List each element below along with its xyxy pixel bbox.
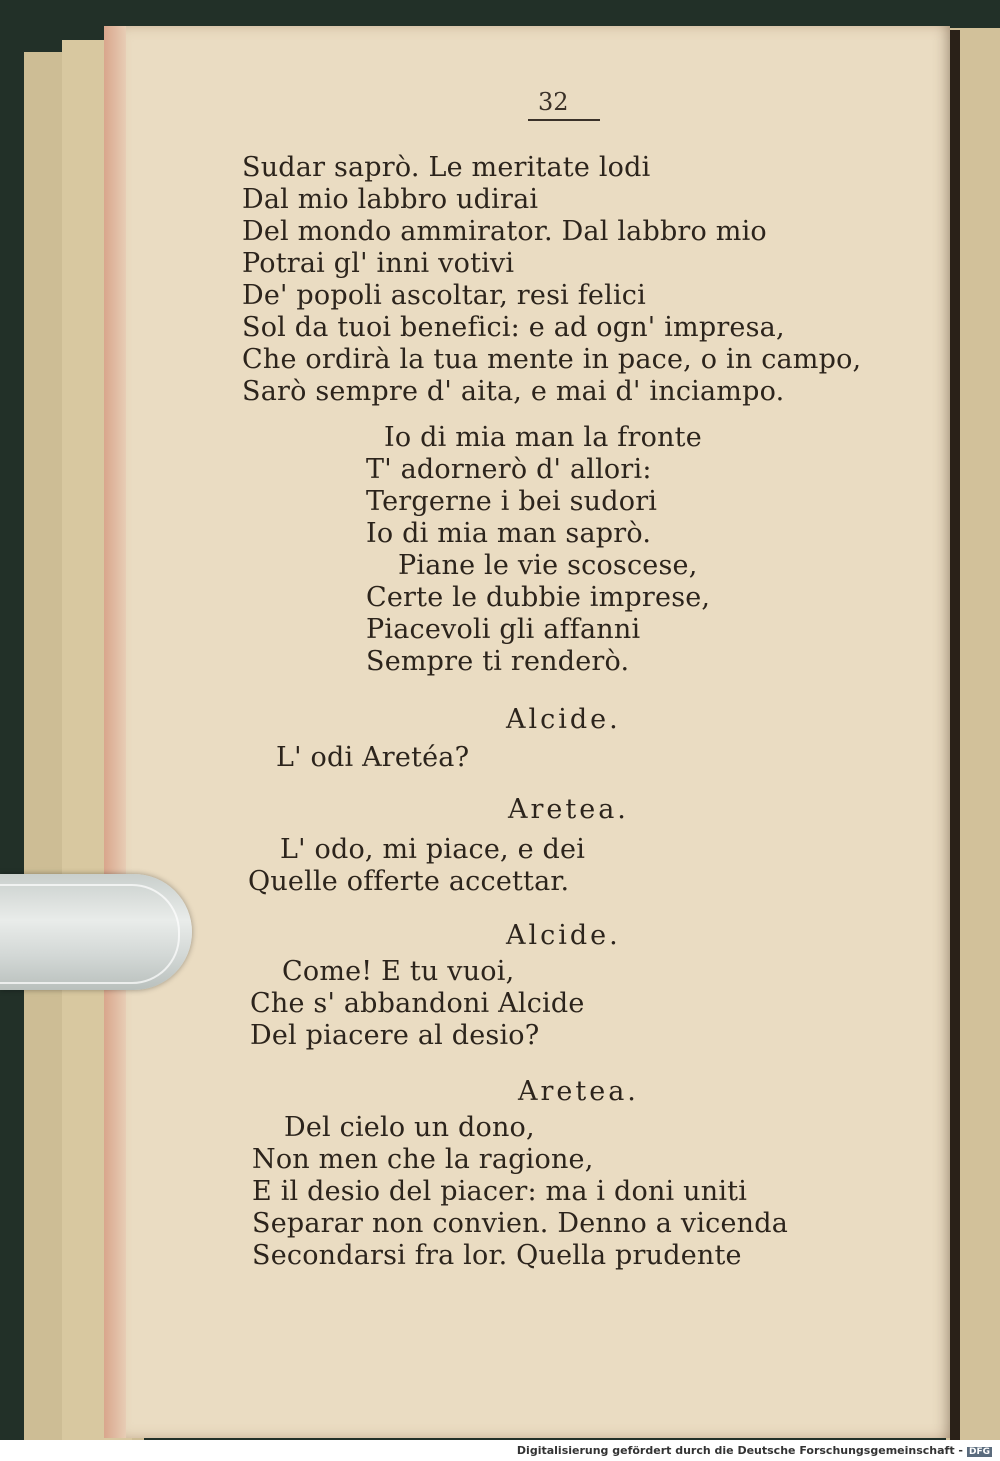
funding-notice-text: Digitalisierung gefördert durch die Deutsche Forschungsgemeinschaft -	[516, 1444, 963, 1457]
verse-line: Sol da tuoi benefici: e ad ogn' impresa,	[242, 312, 785, 343]
speech-line: Separar non convien. Denno a vicenda	[252, 1208, 789, 1239]
speaker-name: Aretea.	[508, 794, 629, 825]
aria-line: T' adornerò d' allori:	[366, 454, 652, 485]
speech-line: E il desio del piacer: ma i doni uniti	[252, 1176, 748, 1207]
speaker-name: Alcide.	[506, 704, 621, 735]
verse-line: Potrai gl' inni votivi	[242, 248, 515, 279]
speech-line: Come! E tu vuoi,	[282, 956, 515, 987]
page-number: 32	[538, 88, 569, 116]
speech-line: Quelle offerte accettar.	[248, 866, 570, 897]
speaker-name: Aretea.	[518, 1076, 639, 1107]
dfg-logo: DFG	[968, 1447, 990, 1457]
page-number-rule	[528, 119, 600, 121]
aria-line: Piane le vie scoscese,	[398, 550, 698, 581]
speech-line: Secondarsi fra lor. Quella prudente	[252, 1240, 742, 1271]
speech-line: Che s' abbandoni Alcide	[250, 988, 585, 1019]
aria-line: Io di mia man saprò.	[366, 518, 652, 549]
verse-line: Che ordirà la tua mente in pace, o in campo,	[242, 344, 862, 375]
speech-line: Del piacere al desio?	[250, 1020, 540, 1051]
speech-line: L' odi Aretéa?	[276, 742, 470, 773]
speaker-name: Alcide.	[506, 920, 621, 951]
verse-line: Sarò sempre d' aita, e mai d' inciampo.	[242, 376, 785, 407]
verse-line: Sudar saprò. Le meritate lodi	[242, 152, 651, 183]
aria-line: Sempre ti renderò.	[366, 646, 630, 677]
speech-line: Non men che la ragione,	[252, 1144, 594, 1175]
speech-line: L' odo, mi piace, e dei	[280, 834, 586, 865]
aria-line: Tergerne i bei sudori	[366, 486, 658, 517]
verse-line: Del mondo ammirator. Dal labbro mio	[242, 216, 767, 247]
verse-line: De' popoli ascoltar, resi felici	[242, 280, 646, 311]
speech-line: Del cielo un dono,	[284, 1112, 535, 1143]
aria-line: Io di mia man la fronte	[384, 422, 702, 453]
page-holder-clip-highlight	[0, 884, 180, 984]
aria-line: Piacevoli gli affanni	[366, 614, 641, 645]
aria-line: Certe le dubbie imprese,	[366, 582, 711, 613]
funding-notice	[517, 1444, 992, 1457]
verse-line: Dal mio labbro udirai	[242, 184, 539, 215]
